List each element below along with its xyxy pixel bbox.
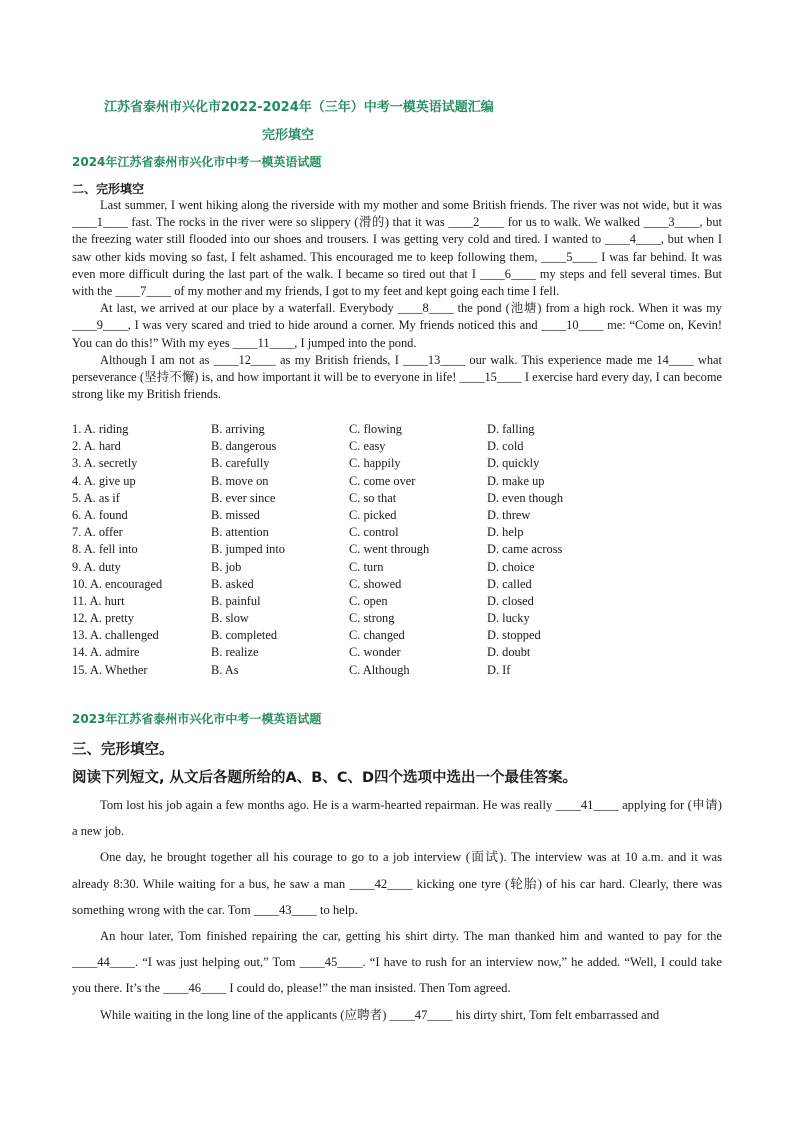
option-b: B. attention	[211, 525, 269, 540]
option-c: C. turn	[349, 559, 384, 574]
option-b: B. arriving	[211, 422, 265, 436]
option-d: D. falling	[487, 422, 535, 436]
option-c: C. control	[349, 525, 399, 540]
option-c: C. picked	[349, 507, 397, 522]
option-a: 11. A. hurt	[72, 593, 125, 608]
option-a: 3. A. secretly	[72, 456, 138, 471]
option-row	[72, 421, 722, 438]
option-a: 13. A. challenged	[72, 628, 159, 643]
option-c: C. so that	[349, 490, 397, 505]
option-a: 5. A. as if	[72, 490, 120, 505]
part-heading-2024: 二、完形填空	[72, 182, 145, 196]
option-a: 2. A. hard	[72, 439, 121, 454]
option-c: C. come over	[349, 473, 416, 488]
option-d: D. help	[487, 525, 524, 540]
option-c: C. easy	[349, 439, 386, 454]
option-b: B. slow	[211, 611, 249, 626]
option-b: B. asked	[211, 576, 254, 591]
passage-paragraph: Last summer, I went hiking along the riverside with my mother and some British friends. The river was not wide, but it was ____1____ fast. The rocks in the river were so slippery (滑的) that it was ____2____ for us to walk. We walked ____3____, but the freezing water still flooded into our shoes and trousers. I was getting very cold and tired. I wanted to ____4____, but when I saw other kids moving so fast, I felt ashamed. This encouraged me to keep following them, ____5____ I was far behind. It was even more difficult during the last part of the walk. I became so tired out that I ____6____ my steps and fell several times. But with the ____7____ of my mother and my friends, I got to my feet and kept going each time I fell.	[72, 198, 722, 299]
instruction-text: 阅读下列短文, 从文后各题所给的A、B、C、D四个选项中选出一个最佳答案。	[72, 770, 578, 786]
option-row	[72, 455, 722, 472]
option-row	[72, 610, 722, 627]
option-row	[72, 662, 722, 679]
option-a: 12. A. pretty	[72, 611, 134, 626]
option-d: D. cold	[487, 439, 524, 454]
option-d: D. quickly	[487, 456, 540, 471]
option-d: D. threw	[487, 507, 531, 522]
option-row	[72, 644, 722, 661]
option-a: 15. A. Whether	[72, 662, 148, 677]
document-title: 江苏省泰州市兴化市2022-2024年（三年）中考一模英语试题汇编	[104, 100, 494, 115]
option-row	[72, 559, 722, 576]
option-b: B. jumped into	[211, 542, 285, 557]
document-subtitle: 完形填空	[262, 128, 315, 143]
option-d: D. choice	[487, 559, 535, 574]
options-list-2024	[72, 421, 722, 679]
option-d: D. doubt	[487, 645, 531, 660]
option-c: C. happily	[349, 456, 401, 471]
option-c: C. strong	[349, 611, 395, 626]
option-row	[72, 593, 722, 610]
option-b: B. carefully	[211, 456, 270, 471]
passage-paragraph: At last, we arrived at our place by a waterfall. Everybody ____8____ the pond (池塘) from a high rock. When it was my ____9____, I was very scared and tried to hide around a corner. My friends noticed this and ____10____ me: “Come on, Kevin! You can do this!” With my eyes ____11____, I jumped into the pond.	[72, 301, 722, 350]
option-row	[72, 524, 722, 541]
option-row	[72, 490, 722, 507]
option-row	[72, 576, 722, 593]
option-d: D. lucky	[487, 611, 530, 626]
option-a: 4. A. give up	[72, 473, 136, 488]
option-row	[72, 438, 722, 455]
option-c: C. Although	[349, 662, 410, 677]
option-b: B. realize	[211, 645, 259, 660]
option-b: B. ever since	[211, 490, 276, 505]
option-c: C. open	[349, 593, 388, 608]
passage-2024	[72, 197, 722, 403]
option-a: 6. A. found	[72, 507, 128, 522]
option-d: D. called	[487, 576, 532, 591]
passage-paragraph: Tom lost his job again a few months ago. He is a warm-hearted repairman. He was really ____41____ applying for (申请) a new job.	[72, 798, 722, 839]
option-b: B. As	[211, 662, 239, 677]
option-a: 8. A. fell into	[72, 542, 138, 557]
section-heading-2023: 2023年江苏省泰州市兴化市中考一模英语试题	[72, 712, 322, 726]
option-a: 14. A. admire	[72, 645, 140, 660]
section-heading-2024: 2024年江苏省泰州市兴化市中考一模英语试题	[72, 155, 322, 169]
passage-paragraph: An hour later, Tom finished repairing the car, getting his shirt dirty. The man thanked him and wanted to pay for the ____44____. “I was just helping out,” Tom ____45____. “I have to rush for an interview now,” he added. “Well, I could take you there. It’s the ____46____ I could do, please!” the man insisted. Then Tom agreed.	[72, 929, 722, 996]
option-row	[72, 627, 722, 644]
option-b: B. completed	[211, 628, 278, 643]
option-c: C. flowing	[349, 422, 403, 436]
passage-paragraph: Although I am not as ____12____ as my British friends, I ____13____ our walk. This experience made me 14____ what perseverance (坚持不懈) is, and how important it will be to everyone in life! ____15____ I exercise hard every day, I can become strong like my British friends.	[72, 352, 722, 402]
option-c: C. changed	[349, 628, 405, 643]
passage-paragraph: While waiting in the long line of the applicants (应聘者) ____47____ his dirty shirt, Tom felt embarrassed and	[100, 1007, 660, 1022]
option-c: C. showed	[349, 576, 402, 591]
option-a: 7. A. offer	[72, 525, 123, 540]
part-heading-2023: 三、完形填空。	[72, 742, 174, 758]
option-d: D. stopped	[487, 628, 541, 643]
option-b: B. dangerous	[211, 439, 277, 454]
option-b: B. job	[211, 559, 242, 574]
option-d: D. came across	[487, 542, 563, 557]
option-row	[72, 507, 722, 524]
option-d: D. If	[487, 662, 511, 677]
option-b: B. missed	[211, 507, 260, 522]
option-d: D. even though	[487, 490, 564, 505]
option-b: B. painful	[211, 593, 261, 608]
option-c: C. wonder	[349, 645, 401, 660]
option-row	[72, 541, 722, 558]
option-b: B. move on	[211, 473, 269, 488]
option-a: 10. A. encouraged	[72, 576, 163, 591]
passage-2023	[72, 792, 722, 1028]
option-d: D. closed	[487, 593, 534, 608]
option-row	[72, 473, 722, 490]
option-d: D. make up	[487, 473, 545, 488]
option-a: 1. A. riding	[72, 422, 129, 436]
passage-paragraph: One day, he brought together all his courage to go to a job interview (面试). The interview was at 10 a.m. and it was already 8:30. While waiting for a bus, he saw a man ____42____ kicking one tyre (轮胎) of his car hard. Clearly, there was something wrong with the car. Tom ____43____ to help.	[72, 850, 722, 917]
option-c: C. went through	[349, 542, 430, 557]
option-a: 9. A. duty	[72, 559, 121, 574]
